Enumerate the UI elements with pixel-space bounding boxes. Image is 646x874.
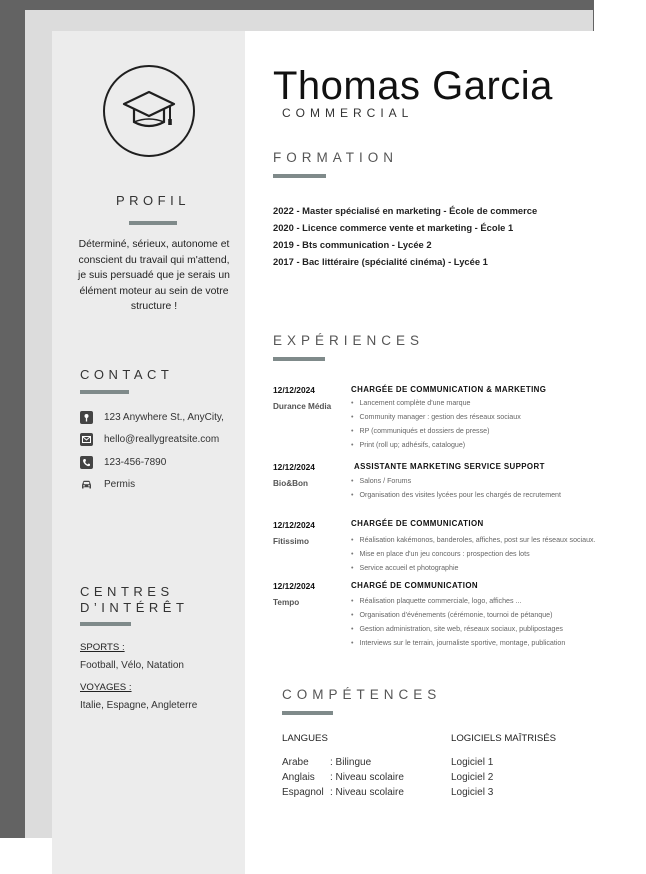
experience-company: Durance Média xyxy=(273,402,332,411)
language-level: : Bilingue xyxy=(330,757,372,768)
experience-date: 12/12/2024 xyxy=(273,581,315,591)
experience-date: 12/12/2024 xyxy=(273,462,315,472)
language-name: Espagnol xyxy=(282,787,324,798)
experience-bullet: • Salons / Forums xyxy=(351,474,561,488)
languages-heading: LANGUES xyxy=(282,733,328,744)
experience-date: 12/12/2024 xyxy=(273,520,315,530)
experience-bullets xyxy=(351,396,521,452)
contact-address-text: 123 Anywhere St., AnyCity, xyxy=(104,411,224,423)
experience-bullet: • Interviews sur le terrain, journaliste sportive, montage, publication xyxy=(351,636,565,650)
contact-divider xyxy=(80,390,129,394)
job-title: COMMERCIAL xyxy=(282,106,414,120)
experiences-title: EXPÉRIENCES xyxy=(273,333,425,348)
experience-bullet: • Mise en place d'un jeu concours : prospection des lots xyxy=(351,547,596,561)
experience-company: Bio&Bon xyxy=(273,479,309,488)
interests-divider xyxy=(80,622,131,626)
competences-divider xyxy=(282,711,333,715)
language-level: : Niveau scolaire xyxy=(330,772,404,783)
software-item: Logiciel 2 xyxy=(451,772,494,783)
experience-bullet: • Community manager : gestion des réseaux sociaux xyxy=(351,410,521,424)
profil-divider xyxy=(129,221,177,225)
interest-sports-label: SPORTS : xyxy=(80,642,125,653)
experience-date: 12/12/2024 xyxy=(273,385,315,395)
language-level: : Niveau scolaire xyxy=(330,787,404,798)
interest-sports-value: Football, Vélo, Natation xyxy=(80,660,184,671)
interest-travel-value: Italie, Espagne, Angleterre xyxy=(80,700,198,711)
software-item: Logiciel 1 xyxy=(451,757,494,768)
experience-title: ASSISTANTE MARKETING SERVICE SUPPORT xyxy=(354,462,545,471)
formation-divider xyxy=(273,174,326,178)
language-row xyxy=(282,757,371,768)
formation-line: 2017 - Bac littéraire (spécialité cinéma) - Lycée 1 xyxy=(273,256,488,267)
contact-license-text: Permis xyxy=(104,478,136,490)
formation-line: 2022 - Master spécialisé en marketing - École de commerce xyxy=(273,205,538,216)
software-item: Logiciel 3 xyxy=(451,787,494,798)
contact-license xyxy=(79,477,135,491)
experience-bullet: • Service accueil et photographie xyxy=(351,561,596,575)
contact-title: CONTACT xyxy=(80,367,174,382)
software-heading: LOGICIELS MAÎTRISÉS xyxy=(451,733,557,744)
experience-bullets xyxy=(351,474,561,502)
experience-bullet: • Print (roll up; adhésifs, catalogue) xyxy=(351,438,521,452)
sidebar xyxy=(52,31,245,874)
experience-bullet: • Organisation d'événements (cérémonie, tournoi de pétanque) xyxy=(351,608,565,622)
formation-line: 2020 - Licence commerce vente et marketing - École 1 xyxy=(273,222,514,233)
language-name: Anglais xyxy=(282,772,315,783)
contact-phone-text: 123-456-7890 xyxy=(104,456,167,468)
map-pin-icon xyxy=(79,410,93,424)
experiences-divider xyxy=(273,357,325,361)
language-row xyxy=(282,772,404,783)
experience-company: Tempo xyxy=(273,598,300,607)
profil-title: PROFIL xyxy=(116,193,190,208)
car-icon xyxy=(79,477,93,491)
avatar xyxy=(103,65,195,157)
interests-title-line1: CENTRES xyxy=(80,584,174,599)
candidate-name: Thomas Garcia xyxy=(273,64,553,108)
formation-line: 2019 - Bts communication - Lycée 2 xyxy=(273,239,432,250)
language-name: Arabe xyxy=(282,757,309,768)
experience-title: CHARGÉ DE COMMUNICATION xyxy=(351,581,478,590)
phone-icon xyxy=(79,455,93,469)
profil-text: Déterminé, sérieux, autonome et conscient du travail qui m'attend, je suis persuadé que je serais un élément moteur au sein de votre structure ! xyxy=(78,239,230,313)
experience-bullet: • Réalisation plaquette commerciale, logo, affiches ... xyxy=(351,594,565,608)
language-row xyxy=(282,787,404,798)
experience-bullets xyxy=(351,594,565,650)
experience-bullet: • Organisation des visites lycées pour les chargés de recrutement xyxy=(351,488,561,502)
contact-phone xyxy=(79,455,166,469)
contact-address xyxy=(79,410,224,424)
contact-email-text[interactable]: hello@reallygreatsite.com xyxy=(104,433,220,445)
envelope-icon xyxy=(79,432,93,446)
experience-title: CHARGÉE DE COMMUNICATION xyxy=(351,519,484,528)
experience-bullet: • Gestion administration, site web, réseaux sociaux, publipostages xyxy=(351,622,565,636)
contact-email xyxy=(79,432,219,446)
graduation-cap-icon xyxy=(120,88,178,134)
experience-title: CHARGÉE DE COMMUNICATION & MARKETING xyxy=(351,385,547,394)
experience-company: Fitissimo xyxy=(273,537,309,546)
experience-bullet: • Lancement complète d'une marque xyxy=(351,396,521,410)
experience-bullet: • RP (communiqués et dossiers de presse) xyxy=(351,424,521,438)
formation-title: FORMATION xyxy=(273,150,398,165)
competences-title: COMPÉTENCES xyxy=(282,687,442,702)
interest-travel-label: VOYAGES : xyxy=(80,682,132,693)
experience-bullet: • Réalisation kakémonos, banderoles, affiches, post sur les réseaux sociaux. xyxy=(351,533,596,547)
experience-bullets xyxy=(351,533,596,575)
interests-title-line2: D’INTÉRÊT xyxy=(80,600,189,615)
